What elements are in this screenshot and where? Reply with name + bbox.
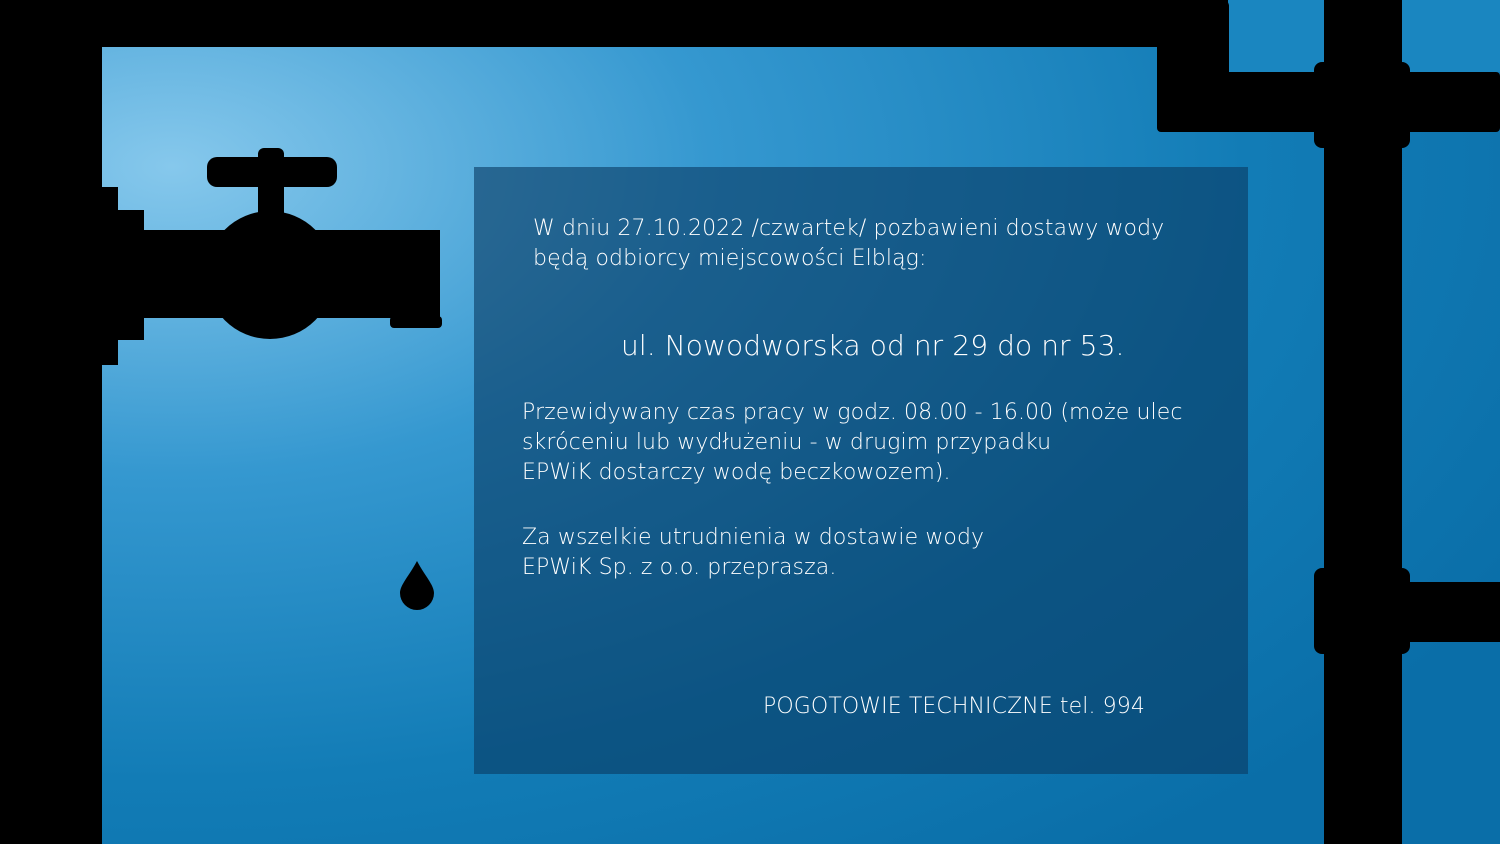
emergency-contact: POGOTOWIE TECHNICZNE tel. 994	[763, 694, 1145, 719]
notice-intro: W dniu 27.10.2022 /czwartek/ pozbawieni dostawy wody będą odbiorcy miejscowości Elbląg:	[533, 216, 1165, 271]
notice-apology: Za wszelkie utrudnienia w dostawie wody EPWiK Sp. z o.o. przeprasza.	[522, 525, 985, 580]
blue-window-top-right	[1402, 0, 1500, 72]
notice-panel	[474, 167, 1248, 774]
blue-window-top	[1228, 0, 1324, 72]
left-frame	[0, 0, 102, 844]
notice-address: ul. Nowodworska od nr 29 do nr 53.	[621, 329, 1125, 362]
notice-work-time: Przewidywany czas pracy w godz. 08.00 - 16.00 (może ulec skróceniu lub wydłużeniu - w drugim przypadku EPWiK dostarczy wodę beczkowozem).	[522, 400, 1183, 485]
